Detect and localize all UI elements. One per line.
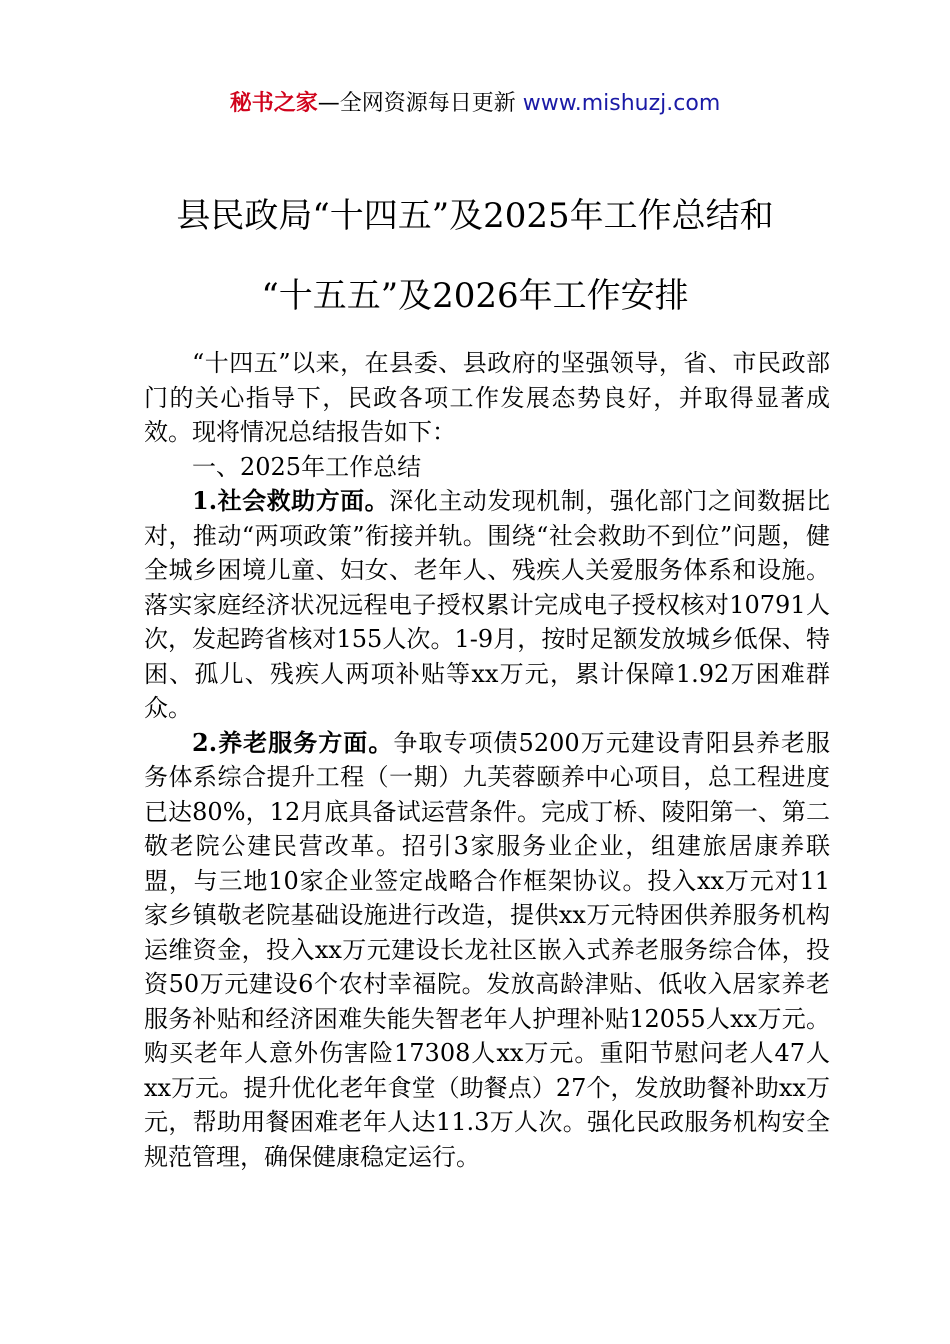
item-2-paragraph xyxy=(144,726,830,1175)
site-slogan: —全网资源每日更新 xyxy=(317,91,516,116)
item-2-lead: 2.养老服务方面。 xyxy=(192,727,394,757)
title-line-1: 县民政局“十四五”及2025年工作总结和 xyxy=(176,196,774,236)
item-1-text: 深化主动发现机制，强化部门之间数据比对，推动“两项政策”衔接并轨。围绕“社会救助不到位”问题，健全城乡困境儿童、妇女、老年人、残疾人关爱服务体系和设施。落实家庭经济状况远程电子授权累计完成电子授权核对10791人次，发起跨省核对155人次。1-9月，按时足额发放城乡低保、特困、孤儿、残疾人两项补贴等xx万元，累计保障1.92万困难群众。 xyxy=(144,487,830,722)
site-brand: 秘书之家 xyxy=(229,91,318,116)
item-1-paragraph xyxy=(144,484,830,726)
document-title xyxy=(60,176,890,336)
title-line-2: “十五五”及2026年工作安排 xyxy=(261,276,689,316)
item-2-text: 争取专项债5200万元建设青阳县养老服务体系综合提升工程（一期）九芙蓉颐养中心项目，总工程进度已达80%，12月底具备试运营条件。完成丁桥、陵阳第一、第二敬老院公建民营改革。招引3家服务业企业，组建旅居康养联盟，与三地10家企业签定战略合作框架协议。投入xx万元对11家乡镇敬老院基础设施进行改造，提供xx万元特困供养服务机构运维资金，投入xx万元建设长龙社区嵌入式养老服务综合体，投资50万元建设6个农村幸福院。发放高龄津贴、低收入居家养老服务补贴和经济困难失能失智老年人护理补贴12055人xx万元。购买老年人意外伤害险17308人xx万元。重阳节慰问老人47人xx万元。提升优化老年食堂（助餐点）27个，发放助餐补助xx万元，帮助用餐困难老年人达11.3万人次。强化民政服务机构安全规范管理，确保健康稳定运行。 xyxy=(144,728,830,1171)
site-banner xyxy=(0,88,950,120)
site-url-link[interactable]: www.mishuzj.com xyxy=(522,91,721,116)
document-body xyxy=(144,346,830,1174)
intro-paragraph: “十四五”以来，在县委、县政府的坚强领导，省、市民政部门的关心指导下，民政各项工作发展态势良好，并取得显著成效。现将情况总结报告如下： xyxy=(144,349,830,446)
section-heading: 一、2025年工作总结 xyxy=(192,452,422,481)
item-1-lead: 1.社会救助方面。 xyxy=(192,486,390,515)
